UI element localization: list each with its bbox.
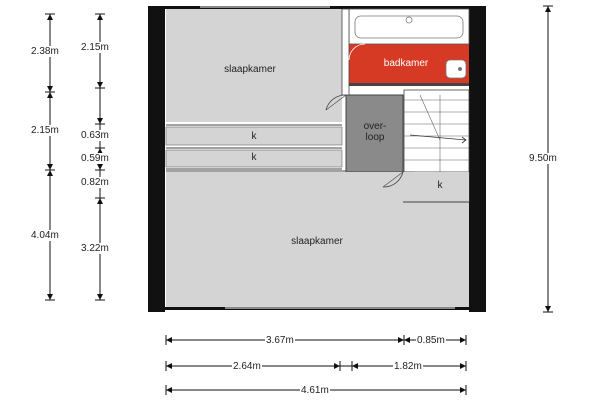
dim-left-inner-1: 2.15m [81,42,109,53]
room-label-closet-3: k [437,180,443,191]
dim-bottom-row1-1: 3.67m [266,335,294,346]
room-label-bedroom-bottom: slaapkamer [291,236,343,247]
dim-bottom-row2-1: 2.64m [233,361,261,372]
dim-left-outer-2: 2.15m [31,125,59,136]
dim-left-inner-5: 3.22m [81,243,109,254]
room-label-bathroom: badkamer [383,58,429,69]
dim-left-inner-4: 0.82m [81,177,109,188]
dim-bottom-total: 4.61m [301,385,329,396]
dim-left-outer-3: 4.04m [31,230,59,241]
room-label-landing-1: over- [363,121,387,132]
dim-right-total: 9.50m [529,153,557,164]
room-label-closet-2: k [251,152,257,163]
dim-left-inner-3: 0.59m [81,153,109,164]
dim-left-outer-1: 2.38m [31,46,59,57]
room-label-landing-2: loop [365,132,385,143]
dim-bottom-row1-2: 0.85m [417,335,445,346]
room-label-closet-1: k [251,131,257,142]
room-label-bedroom-top: slaapkamer [224,64,276,75]
dim-left-inner-2: 0.63m [81,130,109,141]
dim-bottom-row2-2: 1.82m [394,361,422,372]
